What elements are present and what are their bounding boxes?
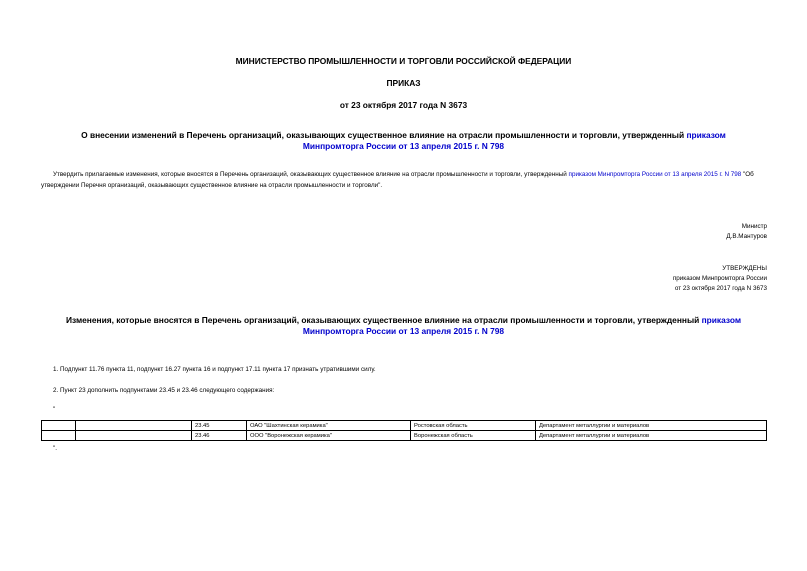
signature-position: Министр <box>741 223 767 230</box>
annex-title <box>0 315 807 337</box>
signature-name: Д.В.Мантуров <box>726 233 767 240</box>
body-prefix: Утвердить прилагаемые изменения, которые вносятся в Перечень организаций, оказывающих существенное влияние на отрасли промышленности и торговли, утвержденный <box>53 171 567 178</box>
table-row <box>42 431 767 441</box>
order-title-link-line2[interactable]: Минпромторга России от 13 апреля 2015 г. N 798 <box>302 141 505 151</box>
table-row <box>42 421 767 431</box>
annex-title-link[interactable]: приказом <box>701 315 742 325</box>
table-cell-region: Ростовская область <box>411 421 536 431</box>
approval-block <box>673 264 767 294</box>
table-cell-empty <box>42 431 76 441</box>
quote-open: " <box>53 406 56 413</box>
annex-title-link-line2[interactable]: Минпромторга России от 13 апреля 2015 г. N 798 <box>302 326 505 336</box>
approval-line2: приказом Минпромторга России <box>672 275 767 282</box>
table-cell-num: 23.46 <box>192 431 247 441</box>
doc-type: ПРИКАЗ <box>386 78 421 88</box>
table-cell-dept: Департамент металлургии и материалов <box>536 431 767 441</box>
table-cell-dept: Департамент металлургии и материалов <box>536 421 767 431</box>
table-cell-region: Воронежская область <box>411 431 536 441</box>
table-cell-empty <box>42 421 76 431</box>
signature <box>726 222 767 242</box>
table-cell-empty <box>76 421 192 431</box>
body-suffix: "Об утверждении Перечня организаций, оказывающих существенное влияние на отрасли промышленности и торговли". <box>41 171 754 189</box>
organizations-table <box>41 420 767 441</box>
annex-title-text: Изменения, которые вносятся в Перечень организаций, оказывающих существенное влияние на отрасли промышленности и торговли, утвержденный <box>65 315 700 325</box>
approval-line3: от 23 октября 2017 года N 3673 <box>674 285 767 292</box>
doc-date-number: от 23 октября 2017 года N 3673 <box>339 100 468 110</box>
item-2: 2. Пункт 23 дополнить подпунктами 23.45 и 23.46 следующего содержания: <box>53 387 275 394</box>
order-title <box>0 130 807 152</box>
ministry-heading: МИНИСТЕРСТВО ПРОМЫШЛЕННОСТИ И ТОРГОВЛИ РОССИЙСКОЙ ФЕДЕРАЦИИ <box>235 56 572 66</box>
order-body <box>41 170 771 191</box>
order-title-text: О внесении изменений в Перечень организаций, оказывающих существенное влияние на отрасли промышленности и торговли, утвержденный <box>81 130 685 140</box>
table-cell-org: ОАО "Шахтинская керамика" <box>247 421 411 431</box>
quote-close: ". <box>53 445 57 452</box>
order-title-link[interactable]: приказом <box>686 130 726 140</box>
approval-line1: УТВЕРЖДЕНЫ <box>722 265 767 272</box>
table-cell-org: ООО "Воронежская керамика" <box>247 431 411 441</box>
body-link[interactable]: приказом Минпромторга России от 13 апреля 2015 г. N 798 <box>568 171 742 178</box>
table-cell-num: 23.45 <box>192 421 247 431</box>
table-cell-empty <box>76 431 192 441</box>
item-1: 1. Подпункт 11.76 пункта 11, подпункт 16.27 пункта 16 и подпункт 17.11 пункта 17 признать утратившими силу. <box>53 366 376 373</box>
